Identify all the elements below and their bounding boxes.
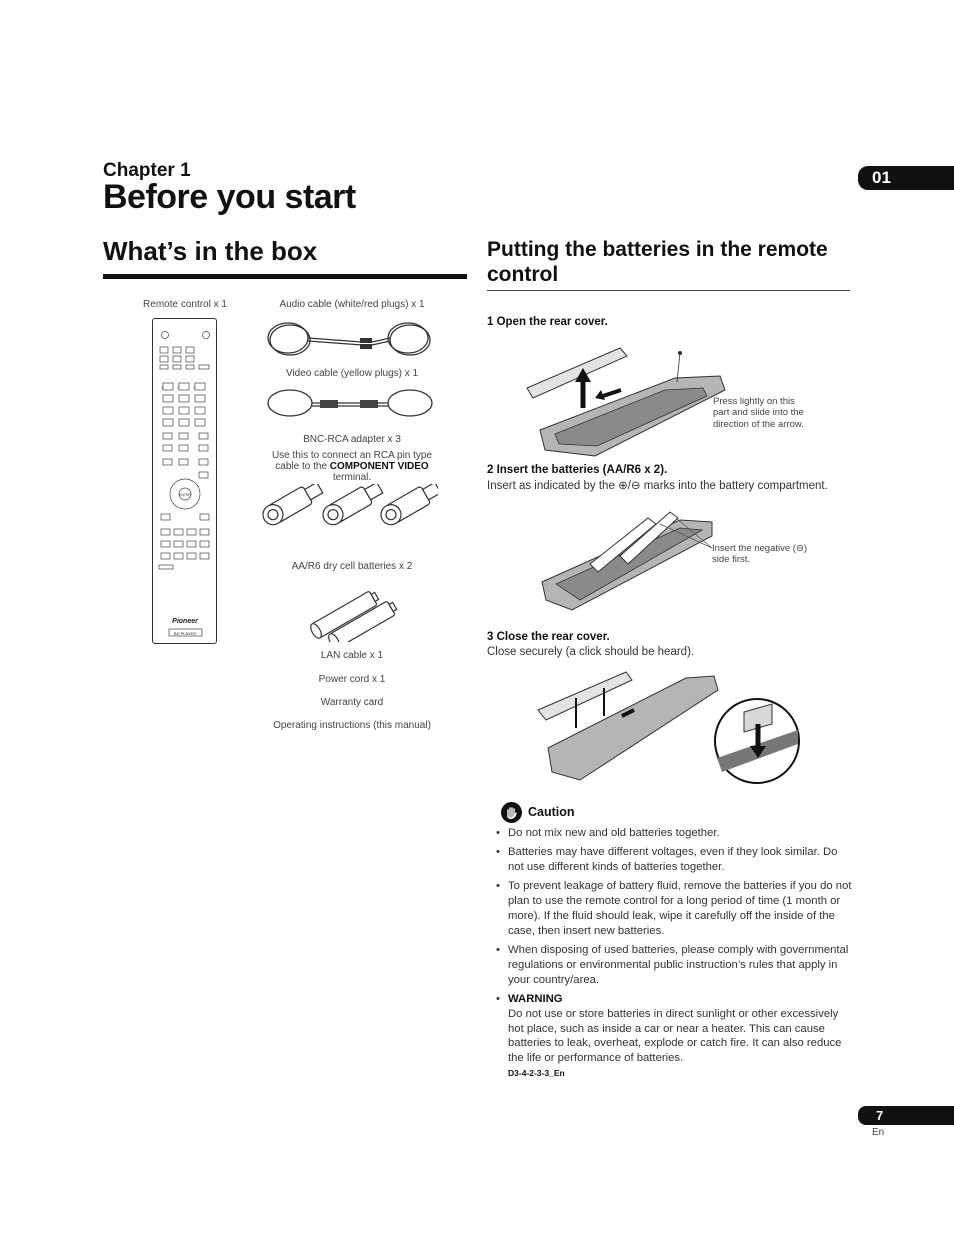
- audio-cable-illustration: [264, 316, 434, 367]
- audio-cable-caption: Audio cable (white/red plugs) x 1: [279, 299, 425, 310]
- video-cable-illustration: [264, 386, 436, 425]
- step-1-callout: Press lightly on this part and slide into the direction of the arrow.: [713, 396, 804, 430]
- batteries-caption: AA/R6 dry cell batteries x 2: [291, 561, 413, 572]
- remote-enter-label: ENTER: [179, 493, 191, 497]
- svg-text:1: 1: [161, 384, 164, 390]
- section-heading-box: What’s in the box: [103, 236, 318, 266]
- caution-item: • Batteries may have different voltages, even if they look similar. Do not use different kinds of batteries together.: [496, 845, 856, 875]
- svg-text:3: 3: [193, 384, 196, 390]
- warning-title: WARNING: [508, 992, 563, 1005]
- chapter-tab: 01: [858, 166, 954, 190]
- section-rule: [487, 290, 850, 291]
- language-label: En: [872, 1127, 885, 1138]
- page-title: Before you start: [103, 178, 356, 216]
- caution-title: Caution: [528, 805, 575, 819]
- caution-item-warning: [496, 992, 856, 1081]
- warning-text: Do not use or store batteries in direct sunlight or other excessively hot place, such as inside a car or near a heater. This can cause batteries to leak, overheat, explode or catch fire. It can also reduce the life or performance of batteries.: [508, 1007, 842, 1065]
- bnc-note: Use this to connect an RCA pin type cable to the COMPONENT VIDEO terminal.: [271, 450, 433, 483]
- warranty-caption: Warranty card: [320, 697, 384, 708]
- bnc-adapters-illustration: [262, 484, 438, 553]
- remote-caption: Remote control x 1: [143, 299, 227, 310]
- caution-item: • Do not mix new and old batteries together.: [496, 826, 856, 841]
- power-cord-caption: Power cord x 1: [318, 674, 386, 685]
- caution-code: D3-4-2-3-3_En: [508, 1067, 565, 1078]
- video-cable-caption: Video cable (yellow plugs) x 1: [285, 368, 419, 379]
- caution-list: [496, 826, 856, 1085]
- batteries-illustration: [302, 580, 402, 647]
- step-2-callout: Insert the negative (⊖) side first.: [712, 543, 808, 566]
- bnc-caption: BNC-RCA adapter x 3: [303, 434, 401, 445]
- open-cover-illustration: [525, 338, 730, 467]
- page-number-tab: 7: [858, 1106, 954, 1125]
- step-3-text: Close securely (a click should be heard).: [487, 646, 695, 658]
- step-3-heading: 3 Close the rear cover.: [487, 631, 610, 643]
- insert-batteries-illustration: [540, 500, 715, 629]
- remote-model: BD PLAYER: [173, 631, 197, 636]
- remote-brand: Pioneer: [172, 618, 198, 625]
- remote-control-illustration: [152, 318, 217, 644]
- caution-item: • To prevent leakage of battery fluid, remove the batteries if you do not plan to use the remote control for a long period of time (1 month or more). If the fluid should leak, wipe it carefully off the inside of the case, then insert new batteries.: [496, 879, 856, 938]
- step-1-heading: 1 Open the rear cover.: [487, 316, 608, 328]
- section-rule: [103, 274, 467, 279]
- caution-item: • When disposing of used batteries, please comply with governmental regulations or environmental public instruction’s rules that apply in your country/area.: [496, 943, 856, 987]
- section-heading-batteries: Putting the batteries in the remote control: [487, 238, 828, 286]
- svg-text:2: 2: [177, 384, 180, 390]
- step-2-heading: 2 Insert the batteries (AA/R6 x 2).: [487, 464, 668, 476]
- caution-hand-icon: [501, 802, 522, 823]
- chapter-label: Chapter 1: [103, 160, 191, 181]
- manual-caption: Operating instructions (this manual): [273, 720, 431, 731]
- lan-cable-caption: LAN cable x 1: [320, 650, 384, 661]
- close-cover-illustration: [536, 668, 802, 797]
- step-2-text: Insert as indicated by the ⊕/⊖ marks into the battery compartment.: [487, 480, 828, 492]
- plus-minus-icon: ⊕/⊖: [618, 480, 641, 492]
